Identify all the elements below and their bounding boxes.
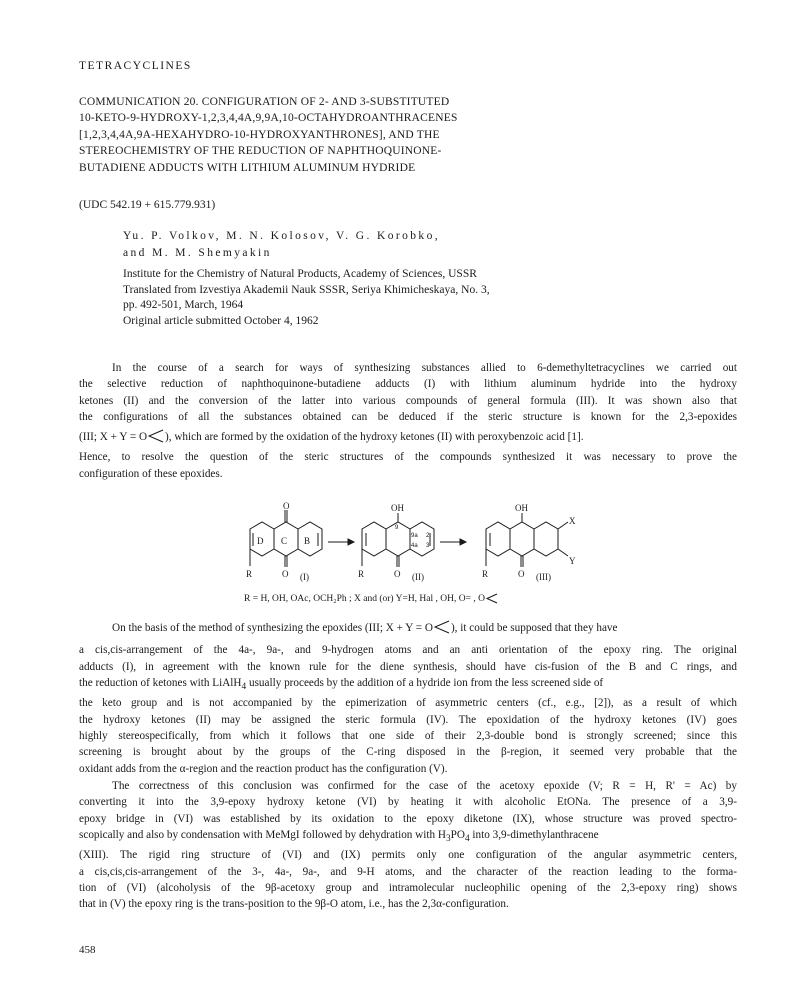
text-line: tion of (VI) (alcoholysis of the 9β-acetoxy group and intramolecular nucleophilic opening of the 2,3-epoxy ring) shows	[79, 882, 737, 895]
text-line: that in (V) the epoxy ring is the trans-position to the 9β-O atom, i.e., has the 2,3α-configuration.	[79, 898, 509, 911]
text-span: R = H, OH, OAc, OCH₂Ph ; X and (or) Y=H, Hal , OH, O= , O	[244, 594, 485, 604]
text-span: (III; X + Y = O	[79, 431, 148, 444]
hydroxyl-label: OH	[391, 503, 404, 513]
text-line: highly stereospecifically, from which it follows that one side of their 2,3-double bond is strongly screened; since this	[79, 730, 737, 743]
text-line	[79, 827, 737, 848]
carbonyl-oxygen-label: O	[518, 569, 525, 579]
udc-code: (UDC 542.19 + 615.779.931)	[79, 199, 216, 211]
text-line: converting it into the 3,9-epoxy hydroxy ketone (VI) by heating it with alcoholic EtONa. The presence of a 3,9-	[79, 796, 737, 809]
text-line: the hydroxy ketones (II) may be assigned the steric formula (IV). The epoxidation of the hydroxy ketones (IV) goes	[79, 713, 737, 726]
author-line: Yu. P. Volkov, M. N. Kolosov, V. G. Korobko,	[123, 230, 441, 242]
text-line: a cis,cis-arrangement of the 4a-, 9a-, and 9-hydrogen atoms and an anti orientation of the epoxy ring. The original	[79, 644, 737, 657]
substituent-definition	[244, 593, 499, 604]
text-line: the selective reduction of naphthoquinone-butadiene adducts (I) with lithium aluminum hydride into the hydroxy	[79, 378, 737, 391]
article-title	[79, 94, 739, 176]
compound-III-label: (III)	[536, 572, 551, 582]
ring-B-label: B	[304, 536, 311, 546]
carbonyl-oxygen-label: O	[283, 502, 290, 511]
compound-III-structure	[486, 513, 568, 567]
affiliation-line: Original article submitted October 4, 1962	[123, 315, 319, 328]
affiliation-line: Institute for the Chemistry of Natural Products, Academy of Sciences, USSR	[123, 268, 477, 280]
text-line: adducts (I), in agreement with the known rule for the diene synthesis, should have cis-fusion of the B and C rings, and	[79, 660, 737, 673]
text-line	[79, 675, 737, 696]
ring-C-label: C	[281, 536, 288, 546]
epoxide-symbol-icon	[433, 620, 451, 634]
text-line: oxidant adds from the α-region and the reaction product has the configuration (V).	[79, 762, 448, 775]
substituent-X-label: X	[569, 516, 576, 526]
title-line: STEREOCHEMISTRY OF THE REDUCTION OF NAPHTHOQUINONE-	[79, 145, 442, 158]
title-line: 10-KETO-9-HYDROXY-1,2,3,4,4A,9,9A,10-OCTAHYDROANTHRACENES	[79, 112, 458, 125]
substituent-Y-label: Y	[569, 556, 576, 566]
text-line: screening is brought about by the groups of the C-ring disposed in the β-region, it seemed very probable that the	[79, 746, 737, 759]
paragraph-proof	[79, 778, 737, 913]
text-line	[79, 429, 737, 445]
page-number: 458	[79, 944, 96, 956]
text-line: the keto group and is not accompanied by the epimerization of asymmetric centers (cf., e.g., [2]), as a result of which	[79, 697, 737, 710]
reaction-scheme	[240, 502, 590, 592]
ring-D-label: D	[257, 536, 264, 546]
position-4a-label: 4a	[411, 543, 418, 549]
text-span: On the basis of the method of synthesizing the epoxides (III; X + Y = O	[112, 622, 433, 634]
text-line: ketones (II) and the conversion of the latter into various compounds of general formula (III). It was shown also that	[79, 394, 737, 407]
text-span: into 3,9-dimethylanthracene	[469, 828, 599, 841]
text-line: the configurations of all the substances obtained can be deduced if the steric structure is known for the 2,3-epoxides	[79, 410, 737, 423]
text-line: a cis,cis,cis-arrangement of the 3-, 4a-, 9a-, and 9-H atoms, and the character of the reaction leading to the forma-	[79, 865, 737, 878]
text-span: ), which are formed by the oxidation of the hydroxy ketones (II) with peroxybenzoic acid [1].	[165, 431, 584, 444]
substituent-R-label: R	[482, 569, 489, 579]
text-line	[79, 620, 737, 636]
author-list	[123, 228, 440, 261]
author-line: and M. M. Shemyakin	[123, 246, 272, 259]
title-line: BUTADIENE ADDUCTS WITH LITHIUM ALUMINUM HYDRIDE	[79, 161, 416, 174]
subscript: 4	[241, 682, 247, 693]
position-2-label: 2	[426, 533, 430, 539]
substituent-R-label: R	[246, 569, 253, 579]
subscript: 3	[445, 834, 451, 845]
position-3-label: 3	[426, 543, 430, 549]
title-line: [1,2,3,4,4A,9A-HEXAHYDRO-10-HYDROXYANTHRONES], AND THE	[79, 128, 440, 141]
text-line: (XIII). The rigid ring structure of (VI) and (IX) permits only one configuration of the angular asymmetric centers,	[79, 849, 737, 862]
paragraph-intro	[79, 360, 737, 482]
paragraph-configuration	[79, 620, 737, 777]
text-span: PO	[450, 828, 465, 841]
compound-II-structure	[362, 513, 434, 567]
compound-I-label: (I)	[300, 572, 309, 582]
carbonyl-oxygen-label: O	[282, 569, 289, 579]
affiliation	[123, 267, 490, 330]
section-heading: TETRACYCLINES	[79, 60, 192, 72]
text-span: scopically and also by condensation with MeMgI followed by dehydration with H	[79, 828, 446, 841]
text-span: the reduction of ketones with LiAlH	[79, 676, 242, 689]
hydroxyl-label: OH	[515, 503, 528, 513]
text-span: usually proceeds by the addition of a hydride ion from the less screened side of	[246, 676, 604, 689]
text-span: ), it could be supposed that they have	[450, 622, 618, 634]
text-line: configuration of these epoxides.	[79, 467, 223, 480]
text-line: In the course of a search for ways of synthesizing substances allied to 6-demethyltetracyclines we carried out	[112, 362, 737, 374]
text-line: epoxy bridge in (VI) was established by its oxidation to the epoxy diketone (IX), whose structure was proved spectro-	[79, 812, 737, 825]
carbonyl-oxygen-label: O	[394, 569, 401, 579]
affiliation-line: Translated from Izvestiya Akademii Nauk SSSR, Seriya Khimicheskaya, No. 3,	[123, 283, 490, 296]
text-line: Hence, to resolve the question of the steric structures of the compounds synthesized it was necessary to prove the	[79, 451, 737, 464]
subscript: 4	[464, 834, 470, 845]
title-line: COMMUNICATION 20. CONFIGURATION OF 2- AND 3-SUBSTITUTED	[79, 96, 450, 108]
epoxide-symbol-icon	[485, 593, 499, 604]
position-9-label: 9	[395, 525, 399, 531]
compound-II-label: (II)	[412, 572, 424, 582]
text-line: The correctness of this conclusion was confirmed for the case of the acetoxy epoxide (V; R = H, R' = Ac) by	[112, 780, 737, 792]
affiliation-line: pp. 492-501, March, 1964	[123, 299, 244, 312]
epoxide-symbol-icon	[147, 429, 165, 443]
position-9a-label: 9a	[411, 533, 418, 539]
substituent-R-label: R	[358, 569, 365, 579]
